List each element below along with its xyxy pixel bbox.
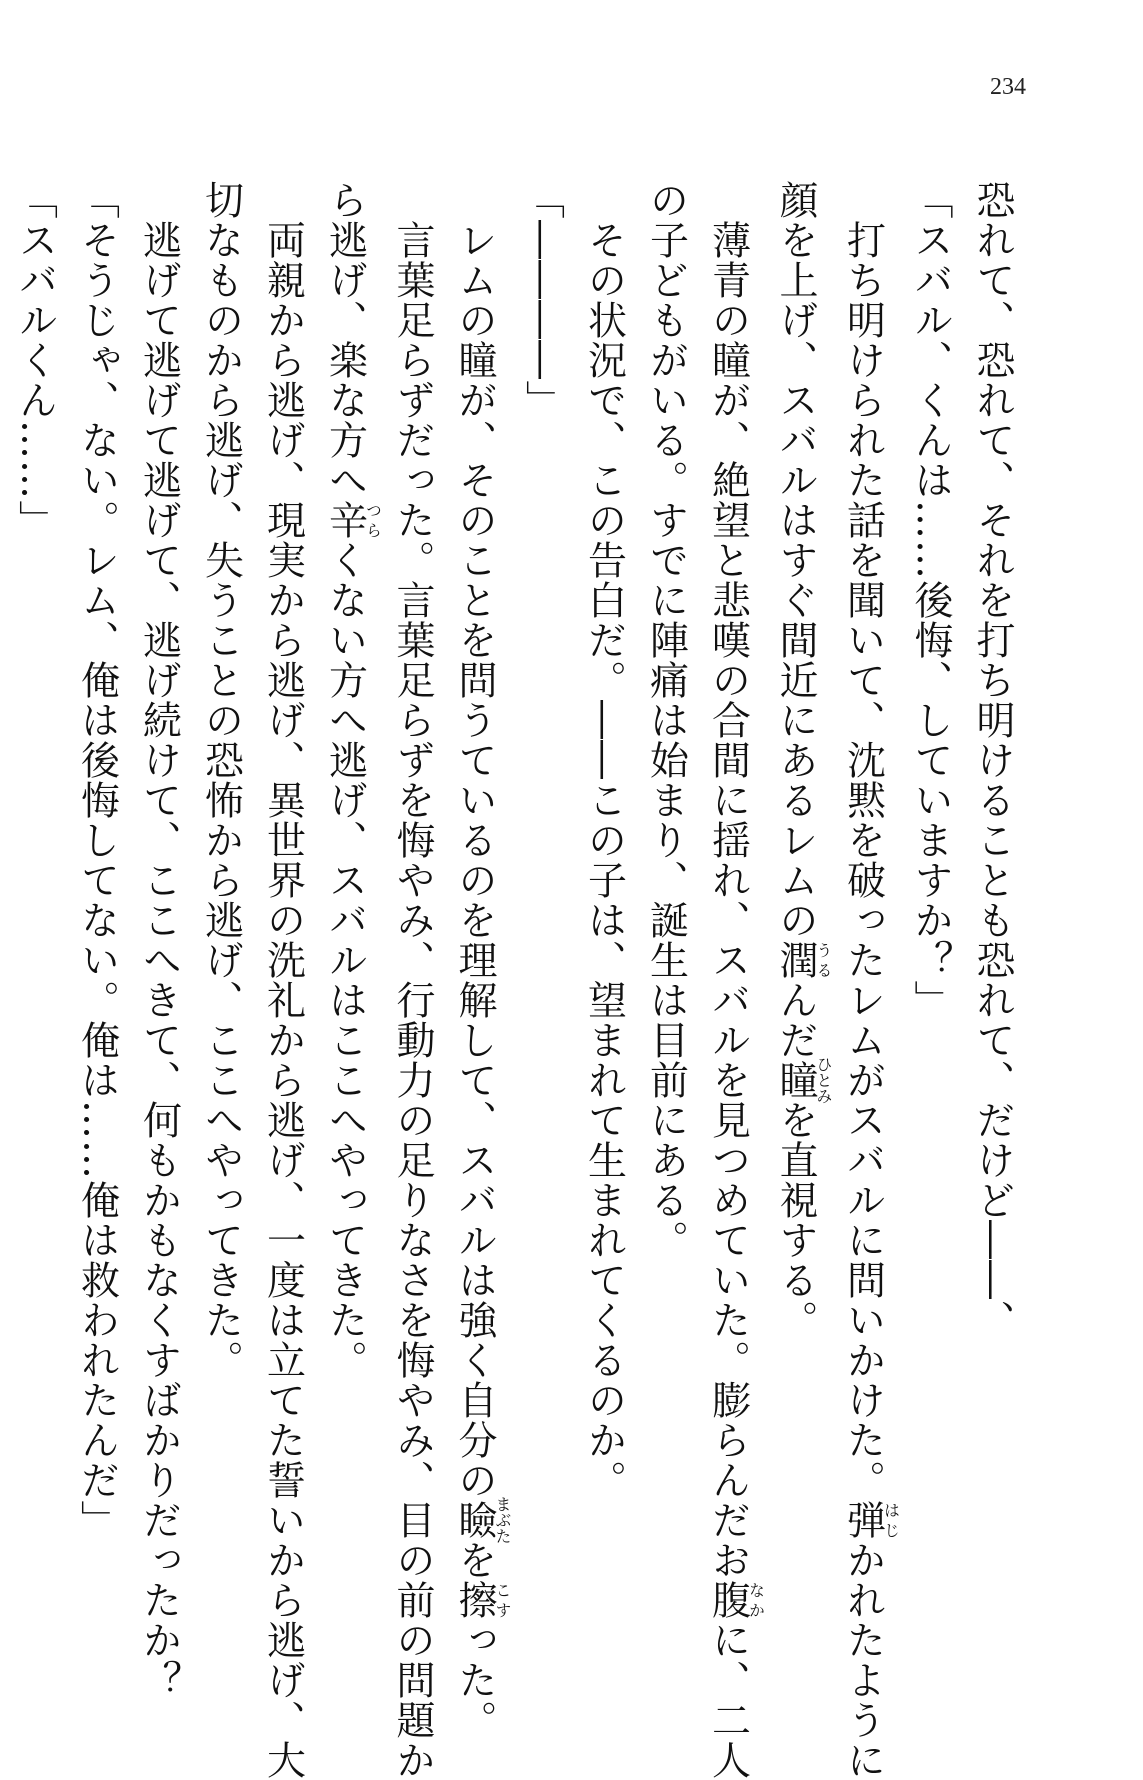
text-line	[128, 180, 190, 1700]
text-segment: 恐れて、恐れて、それを打ち明けることも恐れて、だけど――、	[970, 180, 1015, 1340]
vertical-text-body	[0, 180, 1023, 1780]
ruby-base: 腹	[705, 1580, 751, 1620]
text-segment: 「そうじゃ、ない。レム、俺は後悔してない。俺は……俺は救われたんだ」	[74, 180, 120, 1540]
ruby-reading: こす	[493, 1580, 512, 1620]
ruby-reading: なか	[746, 1580, 766, 1620]
text-line	[4, 180, 66, 1620]
text-line	[381, 180, 443, 1780]
ruby-annotation	[840, 1500, 901, 1540]
text-line	[573, 180, 635, 1620]
text-line	[635, 180, 697, 1620]
ruby-reading: まぶた	[493, 1496, 512, 1544]
ruby-reading: ひとみ	[814, 1056, 833, 1104]
text-segment: かれたように	[840, 1540, 886, 1780]
ruby-reading: うる	[814, 940, 833, 980]
text-line	[511, 180, 573, 1620]
text-segment: 言葉足らずだった。言葉足らずを悔やみ、行動力の足りなさを悔やみ、目の前の問題か	[390, 180, 435, 1780]
text-line	[832, 180, 901, 1780]
text-line	[764, 180, 832, 1620]
text-segment: に、二人	[705, 1620, 751, 1780]
text-segment: ら逃げ、楽な方へ	[322, 180, 368, 500]
ruby-base: 辛	[322, 500, 368, 540]
text-line	[66, 180, 128, 1620]
text-segment: 「スバルくん……」	[12, 180, 58, 540]
text-segment: んだ	[773, 980, 818, 1060]
text-line	[899, 180, 961, 1620]
text-segment: レムの瞳が、そのことを問うているのを理解して、スバルは強く自分の	[452, 180, 497, 1500]
ruby-base: 瞳	[773, 1056, 818, 1104]
ruby-annotation	[773, 940, 833, 980]
text-segment: った。	[452, 1620, 497, 1740]
text-segment: 「スバル、くんは……後悔、していますか？」	[908, 180, 953, 1020]
ruby-reading: つら	[363, 500, 383, 540]
text-line	[697, 180, 766, 1780]
text-segment: を	[452, 1540, 497, 1580]
page-number: 234	[990, 74, 1026, 100]
ruby-base: 瞼	[452, 1496, 497, 1544]
text-segment: 切なものから逃げ、失うことの恐怖から逃げ、ここへやってきた。	[198, 180, 244, 1380]
text-line	[190, 180, 252, 1620]
ruby-annotation	[773, 1056, 833, 1104]
ruby-reading: はじ	[881, 1500, 901, 1540]
text-segment: その状況で、この告白だ。――この子は、望まれて生まれてくるのか。	[581, 180, 627, 1500]
text-segment: 両親から逃げ、現実から逃げ、異世界の洗礼から逃げ、一度は立てた誓いから逃げ、大	[260, 180, 306, 1780]
ruby-annotation	[452, 1496, 512, 1544]
text-segment: 顔を上げ、スバルはすぐ間近にあるレムの	[773, 180, 818, 940]
text-line	[314, 180, 382, 1620]
text-segment: 逃げて逃げて逃げて、逃げ続けて、ここへきて、何もかもなくすばかりだったか？	[136, 180, 182, 1700]
ruby-annotation	[452, 1580, 512, 1620]
text-segment: くない方へ逃げ、スバルはここへやってきた。	[322, 540, 368, 1380]
text-segment: 「――――」	[519, 180, 565, 420]
text-segment: の子どもがいる。すでに陣痛は始まり、誕生は目前にある。	[643, 180, 689, 1260]
ruby-base: 弾	[840, 1500, 886, 1540]
text-line	[443, 180, 512, 1740]
text-segment: 打ち明けられた話を聞いて、沈黙を破ったレムがスバルに問いかけた。	[840, 180, 886, 1500]
text-line	[961, 180, 1023, 1620]
text-segment: を直視する。	[773, 1100, 818, 1340]
text-segment: 薄青の瞳が、絶望と悲嘆の合間に揺れ、スバルを見つめていた。膨らんだお	[705, 180, 751, 1580]
text-line	[252, 180, 314, 1780]
ruby-annotation	[322, 500, 383, 540]
ruby-base: 潤	[773, 940, 818, 980]
ruby-annotation	[705, 1580, 766, 1620]
ruby-base: 擦	[452, 1580, 497, 1620]
text-line	[0, 180, 4, 1620]
